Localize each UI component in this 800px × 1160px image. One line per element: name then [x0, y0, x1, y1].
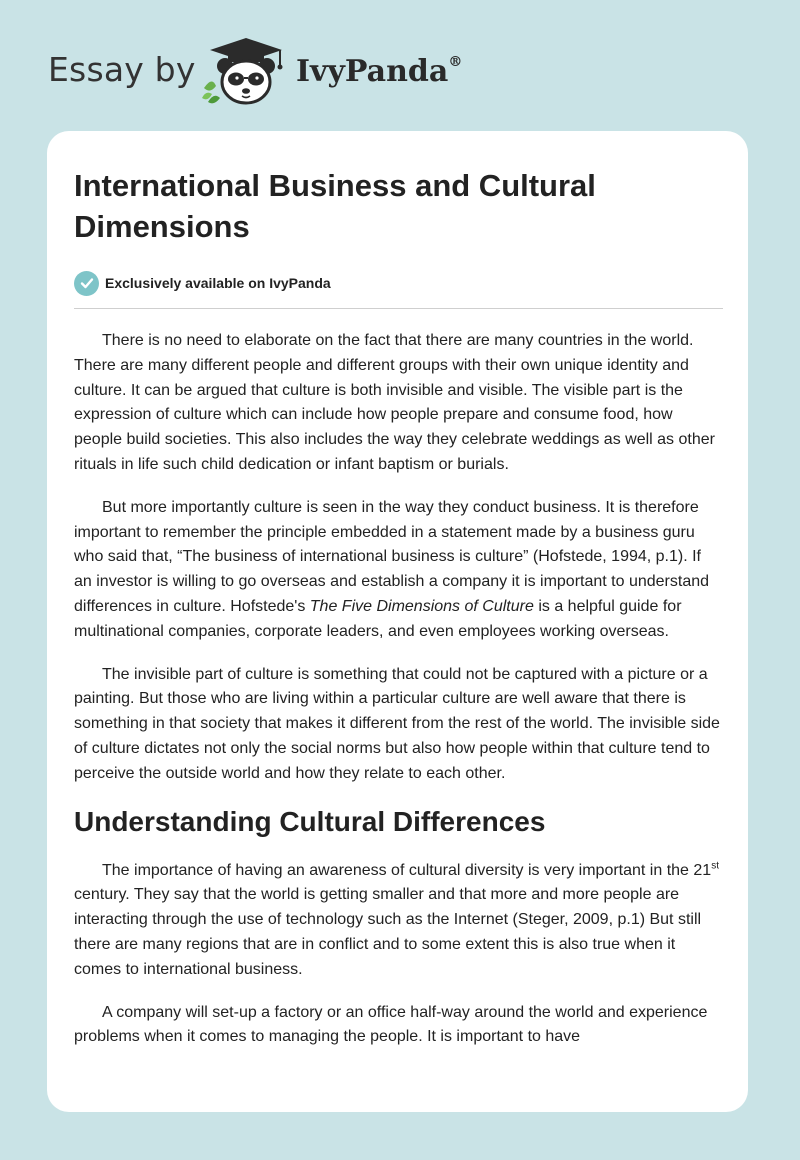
title-divider [74, 308, 723, 309]
paragraph-2-text-a: But more importantly culture is seen in the way they conduct business. It is therefore important to remember the principle embedded in a statement made by a business guru who said that, “The business of international business is culture” (Hofstede, 1994, p.1). If an investor is willing to go overseas and establish a company it is important to understand differences in culture. Hofstede's [74, 498, 710, 615]
paragraph-4 [74, 859, 723, 983]
check-icon [74, 271, 99, 296]
essay-content [74, 165, 723, 1068]
paragraph-2 [74, 496, 723, 645]
essay-body [74, 329, 723, 1050]
paragraph-1: There is no need to elaborate on the fact that there are many countries in the world. There are many different people and different groups with their own unique identity and culture. It can be argued that culture is both invisible and visible. The visible part is the expression of culture which can include how people prepare and consume food, how people build societies. This also includes the way they celebrate weddings as well as other rituals in life such child dedication or infant baptism or burials. [74, 332, 715, 473]
ordinal-superscript: st [711, 860, 719, 872]
exclusive-badge-label: Exclusively available on IvyPanda [105, 275, 331, 291]
essay-card [47, 131, 748, 1112]
section-heading: Understanding Cultural Differences [74, 805, 546, 837]
paragraph-2-book-title: The Five Dimensions of Culture [309, 597, 534, 615]
paragraph-2-text-b: is a helpful guide for multinational companies, corporate leaders, and even employees working overseas. [74, 597, 682, 640]
trademark-symbol: ® [448, 54, 463, 70]
brand-name[interactable] [296, 54, 462, 89]
site-header [0, 0, 800, 130]
paragraph-4-text-a: The importance of having an awareness of cultural diversity is very important in the 21 [102, 861, 712, 879]
brand-text: IvyPanda [296, 54, 449, 89]
essay-title: International Business and Cultural Dimensions [74, 168, 596, 244]
panda-logo-icon[interactable] [200, 36, 292, 108]
essay-by-label: Essay by [48, 50, 196, 89]
paragraph-3: The invisible part of culture is something that could not be captured with a picture or a painting. But those who are living within a particular culture are well aware that there is something in that society that makes it different from the rest of the world. The invisible side of culture dictates not only the social norms but also how people within that culture tend to perceive the outside world and how they relate to each other. [74, 665, 720, 782]
paragraph-5: A company will set-up a factory or an office half-way around the world and experience problems when it comes to managing the people. It is important to have [74, 1003, 708, 1046]
exclusive-badge [74, 270, 723, 296]
paragraph-4-text-b: century. They say that the world is getting smaller and that more and more people are interacting through the use of technology such as the Internet (Steger, 2009, p.1) But still there are many regions that are in conflict and to some extent this is also true when it comes to international business. [74, 886, 702, 978]
